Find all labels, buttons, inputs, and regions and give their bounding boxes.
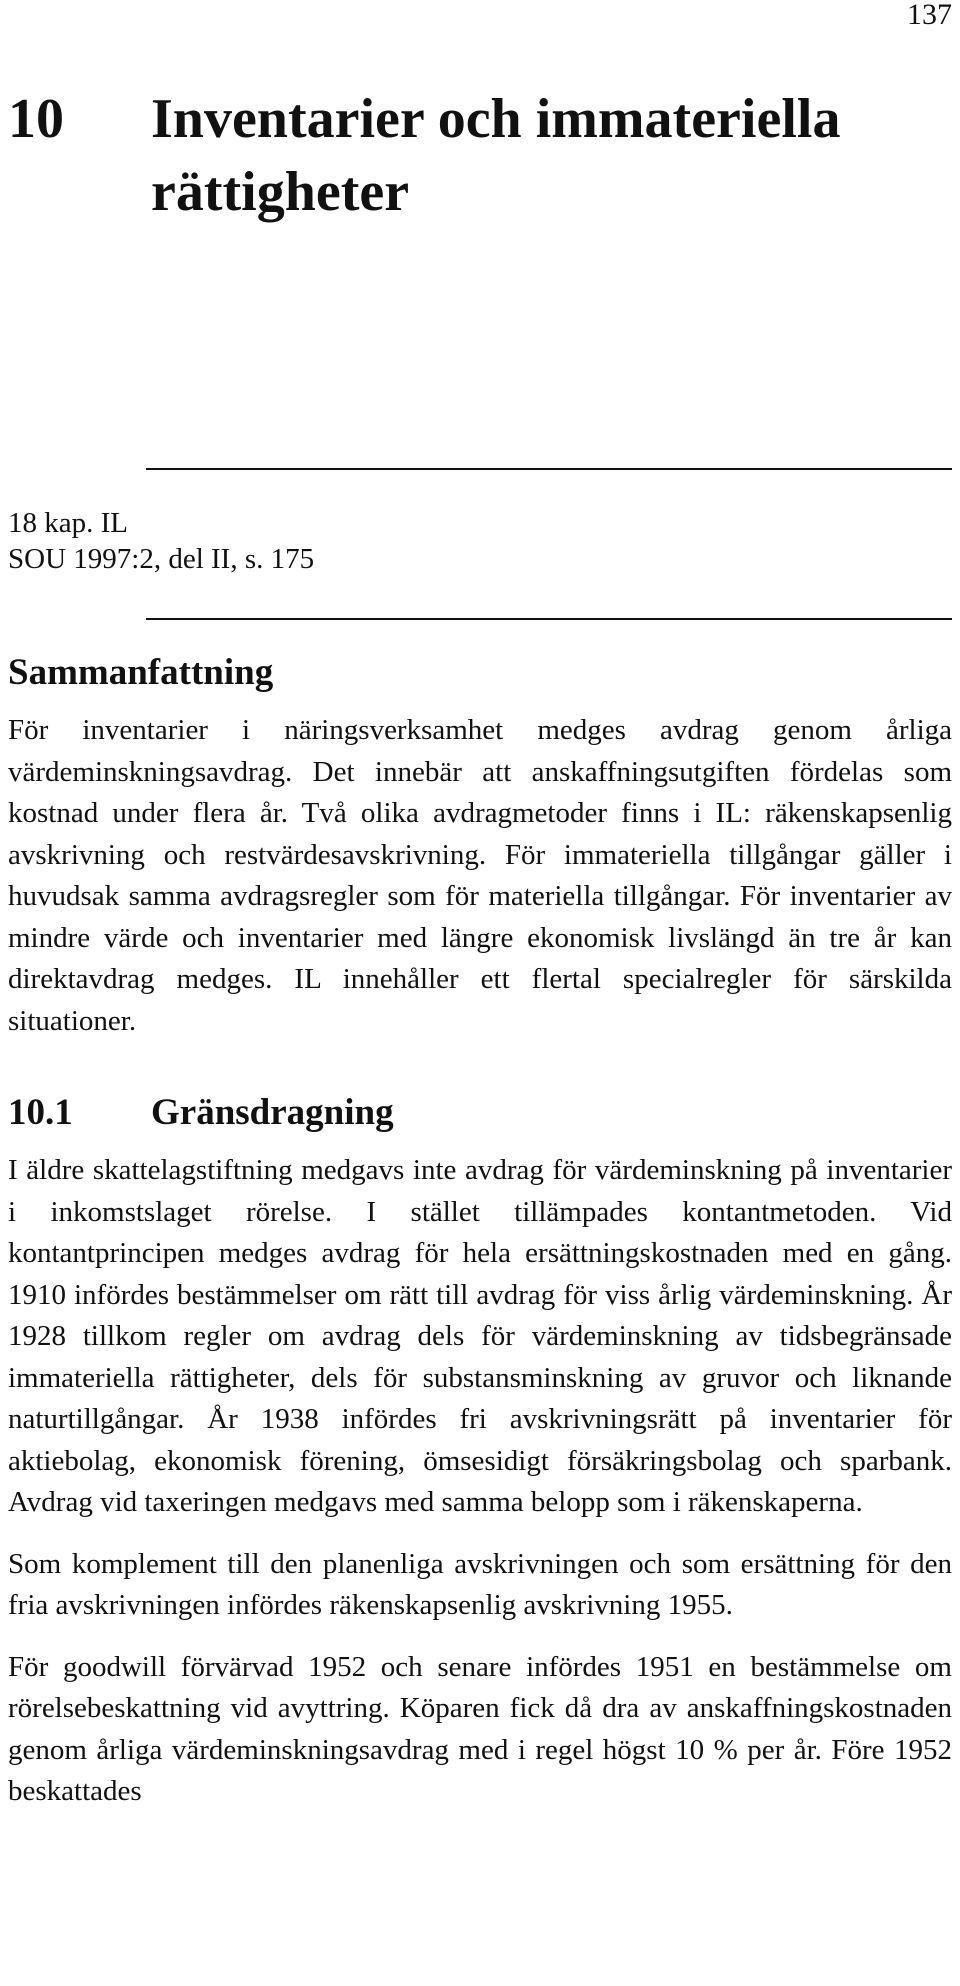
source-reference-line-2: SOU 1997:2, del II, s. 175 [8,543,315,575]
body-paragraph-1: I äldre skattelagstiftning medgavs inte avdrag för värdeminskning på inventarier i inkomstslaget rörelse. I stället tillämpades kontantmetoden. Vid kontantprincipen medges avdrag för hela ersättningskostnaden med en gång. 1910 infördes bestämmelser om rätt till avdrag för viss årlig värdeminskning. År 1928 tillkom regler om avdrag dels för värdeminskning av tidsbegränsade immateriella rättigheter, dels för substansminskning av gruvor och liknande naturtillgångar. År 1938 infördes fri avskrivningsrätt på inventarier för aktiebolag, ekonomisk förening, ömsesidigt försäkringsbolag och sparbank. Avdrag vid taxeringen medgavs med samma belopp som i räkenskaperna. [8,1154,952,1518]
page-number: 137 [907,0,952,31]
summary-heading: Sammanfattning [8,652,274,693]
summary-paragraph: För inventarier i näringsverksamhet medges avdrag genom årliga värdeminskningsavdrag. Det innebär att anskaffningsutgiften fördelas som kostnad under flera år. Två olika avdragmetoder finns i IL: räkenskapsenlig avskrivning och restvärdesavskrivning. För immateriella tillgångar gäller i huvudsak samma avdragsregler som för materiella tillgångar. För inventarier av mindre värde och inventarier med längre ekonomisk livslängd än tre år kan direktavdrag medges. IL innehåller ett flertal specialregler för särskilda situationer. [8,714,952,1037]
main-content [8,650,952,1813]
section-number: 10.1 [8,1092,73,1133]
section-heading [8,1090,952,1136]
margin-rule-bottom [146,618,952,620]
chapter-title: Inventarier och immateriella rättigheter [151,88,841,223]
body-paragraph-3: För goodwill förvärvad 1952 och senare infördes 1951 en bestämmelse om rörelsebeskattning vid avyttring. Köparen fick då dra av anskaffningskostnaden genom årliga värdeminskningsavdrag med i regel högst 10 % per år. Före 1952 beskattades [8,1650,952,1807]
source-reference-line-1: 18 kap. IL [8,507,128,539]
source-reference [8,505,314,577]
margin-rule-top [146,468,952,470]
body-paragraph-2: Som komplement till den planenliga avskrivningen och som ersättning för den fria avskrivningen infördes räkenskapsenlig avskrivning 1955. [8,1547,952,1621]
section-title: Gränsdragning [151,1092,394,1133]
chapter-number: 10 [8,88,64,150]
